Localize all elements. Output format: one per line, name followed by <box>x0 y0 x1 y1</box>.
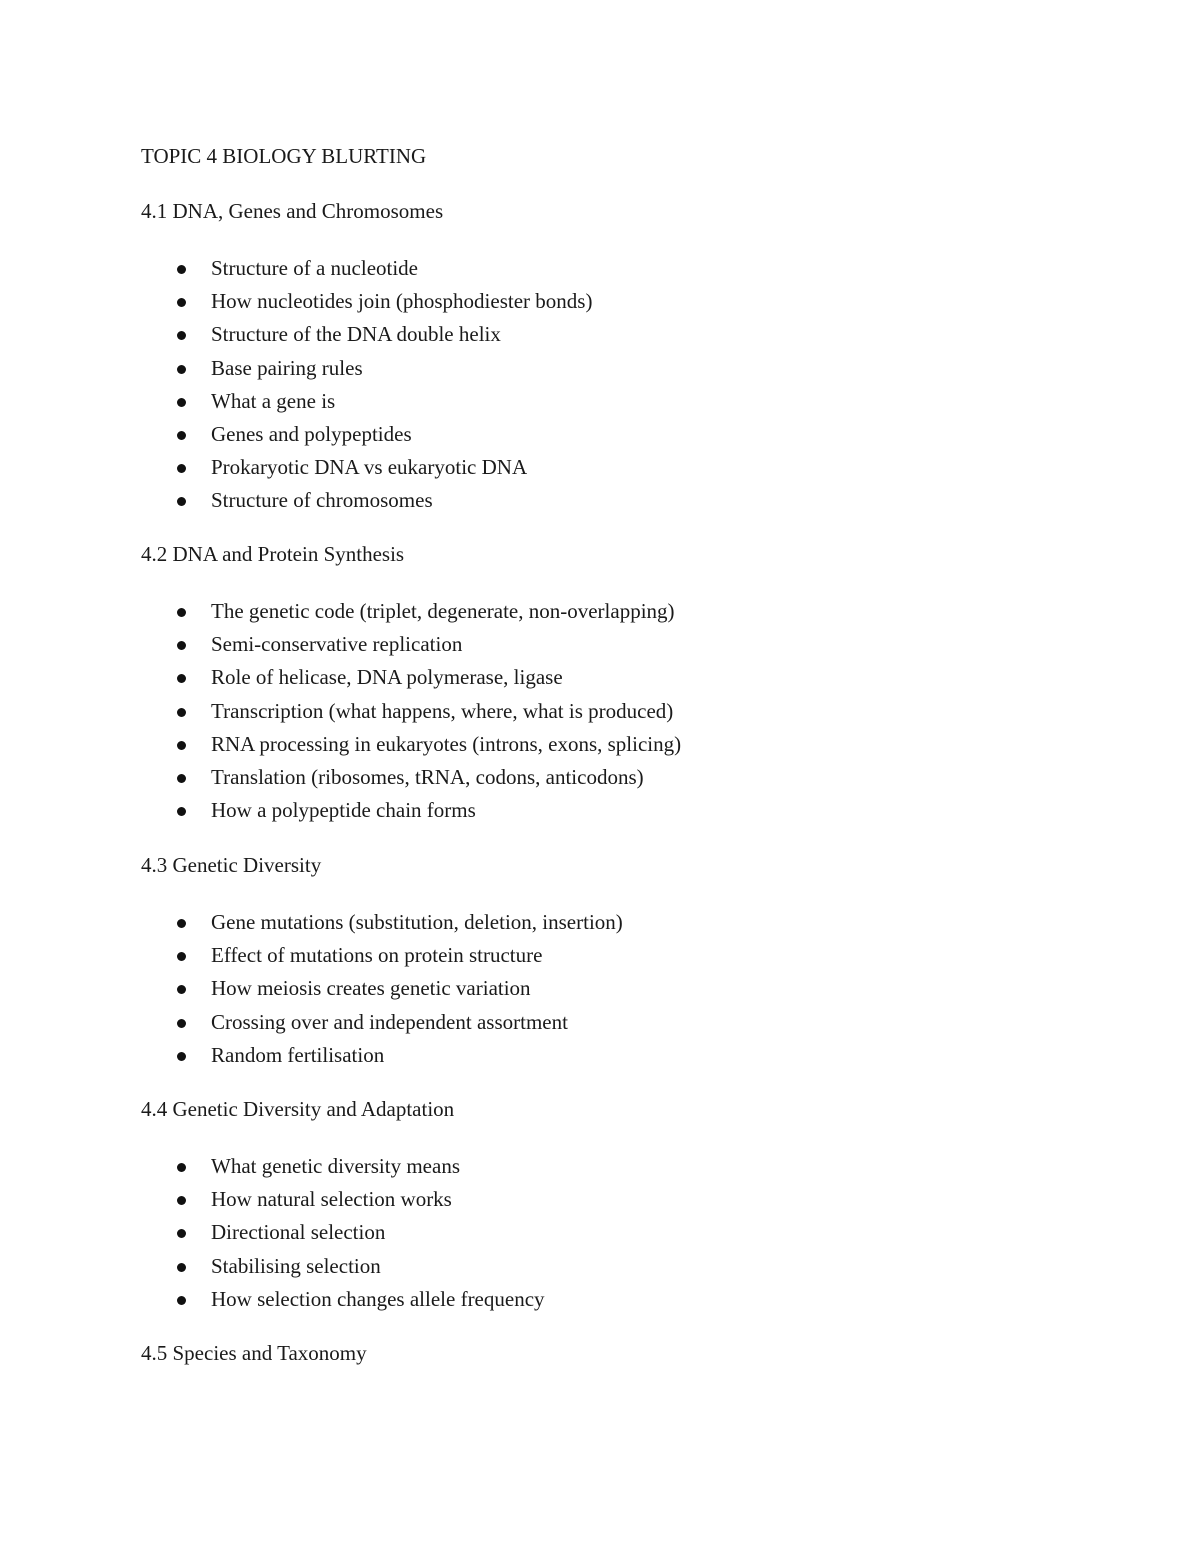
list-item <box>141 1285 1141 1318</box>
bullet-list <box>141 908 1141 1074</box>
list-item-text: Gene mutations (substitution, deletion, insertion) <box>211 910 623 934</box>
list-item <box>141 1152 1141 1185</box>
document-title: TOPIC 4 BIOLOGY BLURTING <box>141 144 427 168</box>
bullet-icon <box>177 1163 186 1172</box>
bullet-icon <box>177 985 186 994</box>
bullet-icon <box>177 1229 186 1238</box>
list-item-text: Translation (ribosomes, tRNA, codons, anticodons) <box>211 764 644 789</box>
section-heading: 4.5 Species and Taxonomy <box>141 1341 367 1365</box>
list-item-text: Prokaryotic DNA vs eukaryotic DNA <box>211 455 528 480</box>
bullet-icon <box>177 1019 186 1028</box>
bullet-icon <box>177 1263 186 1272</box>
list-item-text: Effect of mutations on protein structure <box>211 943 543 968</box>
section-4-1 <box>141 197 1141 520</box>
list-item <box>141 1218 1141 1251</box>
section-4-4 <box>141 1095 1141 1318</box>
list-item-text: Random fertilisation <box>211 1042 385 1067</box>
bullet-icon <box>177 608 186 617</box>
section-heading: 4.4 Genetic Diversity and Adaptation <box>141 1097 455 1121</box>
list-item <box>141 663 1141 696</box>
bullet-icon <box>177 1196 186 1205</box>
bullet-icon <box>177 1296 186 1305</box>
list-item-text: Crossing over and independent assortment <box>211 1009 568 1034</box>
list-item-text: Base pairing rules <box>211 355 363 380</box>
bullet-list <box>141 1152 1141 1318</box>
bullet-icon <box>177 708 186 717</box>
list-item-text: How natural selection works <box>211 1187 452 1212</box>
list-item <box>141 796 1141 829</box>
list-item <box>141 320 1141 353</box>
list-item-text: Structure of chromosomes <box>211 488 433 513</box>
list-item <box>141 1185 1141 1218</box>
list-item <box>141 697 1141 730</box>
list-item <box>141 453 1141 486</box>
section-4-5 <box>141 1339 1141 1367</box>
list-item <box>141 763 1141 796</box>
bullet-icon <box>177 641 186 650</box>
bullet-icon <box>177 741 186 750</box>
bullet-icon <box>177 265 186 274</box>
bullet-icon <box>177 365 186 374</box>
list-item-text: What genetic diversity means <box>211 1154 460 1178</box>
bullet-icon <box>177 774 186 783</box>
bullet-icon <box>177 1052 186 1061</box>
list-item-text: What a gene is <box>211 388 336 413</box>
bullet-icon <box>177 464 186 473</box>
list-item <box>141 486 1141 519</box>
bullet-icon <box>177 398 186 407</box>
bullet-icon <box>177 331 186 340</box>
list-item <box>141 354 1141 387</box>
section-4-2 <box>141 540 1141 829</box>
list-item-text: RNA processing in eukaryotes (introns, exons, splicing) <box>211 731 682 756</box>
list-item <box>141 630 1141 663</box>
bullet-icon <box>177 497 186 506</box>
section-4-3 <box>141 851 1141 1074</box>
bullet-icon <box>177 298 186 307</box>
list-item-text: Structure of the DNA double helix <box>211 322 501 347</box>
bullet-icon <box>177 952 186 961</box>
list-item <box>141 941 1141 974</box>
list-item <box>141 730 1141 763</box>
list-item <box>141 420 1141 453</box>
section-heading: 4.2 DNA and Protein Synthesis <box>141 542 405 566</box>
list-item-text: How nucleotides join (phosphodiester bonds) <box>211 289 593 314</box>
list-item <box>141 908 1141 941</box>
bullet-list <box>141 597 1141 829</box>
list-item-text: Structure of a nucleotide <box>211 256 419 280</box>
bullet-icon <box>177 431 186 440</box>
list-item-text: How selection changes allele frequency <box>211 1286 545 1311</box>
list-item <box>141 1008 1141 1041</box>
bullet-icon <box>177 919 186 928</box>
list-item-text: Directional selection <box>211 1220 386 1245</box>
list-item-text: Role of helicase, DNA polymerase, ligase <box>211 665 563 690</box>
list-item-text: Semi-conservative replication <box>211 632 463 657</box>
list-item <box>141 1041 1141 1074</box>
list-item <box>141 387 1141 420</box>
list-item-text: How meiosis creates genetic variation <box>211 976 531 1001</box>
list-item-text: How a polypeptide chain forms <box>211 798 476 823</box>
list-item-text: Stabilising selection <box>211 1253 381 1278</box>
section-heading: 4.1 DNA, Genes and Chromosomes <box>141 199 444 223</box>
list-item <box>141 1252 1141 1285</box>
list-item <box>141 974 1141 1007</box>
list-item <box>141 287 1141 320</box>
section-heading: 4.3 Genetic Diversity <box>141 853 322 877</box>
bullet-list <box>141 254 1141 520</box>
bullet-icon <box>177 807 186 816</box>
list-item-text: Genes and polypeptides <box>211 421 412 446</box>
bullet-icon <box>177 674 186 683</box>
list-item <box>141 254 1141 287</box>
list-item-text: Transcription (what happens, where, what is produced) <box>211 698 674 723</box>
list-item-text: The genetic code (triplet, degenerate, non-overlapping) <box>211 599 675 623</box>
list-item <box>141 597 1141 630</box>
